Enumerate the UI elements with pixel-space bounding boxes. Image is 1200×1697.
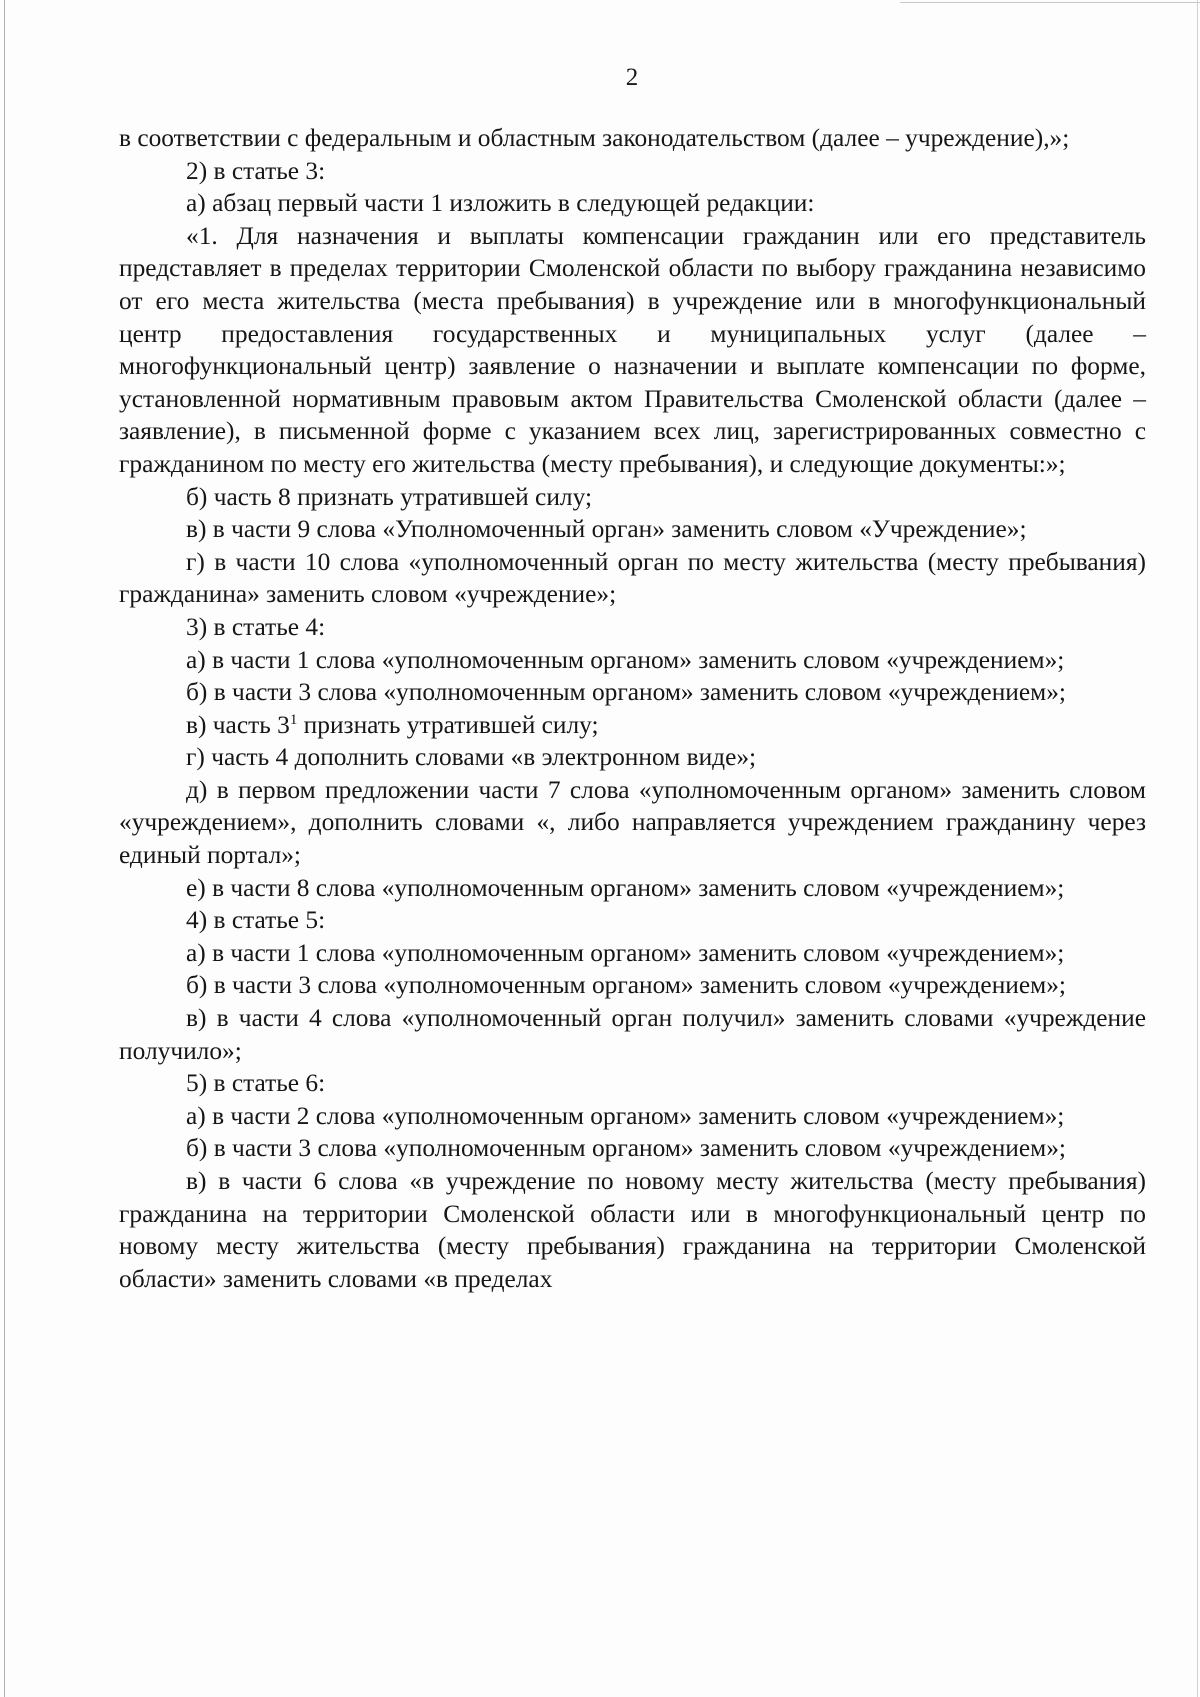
paragraph: в) в части 4 слова «уполномоченный орган получил» заменить словами «учреждение получило»; xyxy=(119,1004,1146,1065)
scan-edge-left xyxy=(4,0,5,1697)
paragraph: е) в части 8 слова «уполномоченным органом» заменить словом «учреждением»; xyxy=(186,873,1065,902)
paragraph: в) в части 9 слова «Уполномоченный орган» заменить словом «Учреждение»; xyxy=(186,515,1027,544)
superscript: 1 xyxy=(289,711,298,728)
paragraph: в соответствии с федеральным и областным законодательством (далее – учреждение),»; xyxy=(119,124,1070,152)
paragraph: 2) в статье 3: xyxy=(186,156,326,185)
scan-edge-right xyxy=(1197,0,1198,1697)
paragraph: 5) в статье 6: xyxy=(186,1069,326,1098)
scan-edge-top xyxy=(900,2,1200,3)
paragraph-text: признать утратившей силу; xyxy=(297,710,599,739)
page-number: 2 xyxy=(625,64,639,91)
paragraph: 4) в статье 5: xyxy=(186,906,326,935)
paragraph: б) в части 3 слова «уполномоченным органом» заменить словом «учреждением»; xyxy=(186,678,1066,707)
paragraph xyxy=(119,709,1146,742)
paragraph: а) в части 1 слова «уполномоченным органом» заменить словом «учреждением»; xyxy=(186,938,1065,967)
paragraph: д) в первом предложении части 7 слова «уполномоченным органом» заменить словом «учреждением», дополнить словами «, либо направляется учреждением гражданину через единый портал»; xyxy=(119,775,1146,870)
paragraph: «1. Для назначения и выплаты компенсации гражданин или его представитель представляет в пределах территории Смоленской области по выбору гражданина независимо от его места жительства (места пребывания) в учреждение или в многофункциональный центр предоставления государственных и муниципальных услуг (далее – многофункциональный центр) заявление о назначении и выплате компенсации по форме, установленной нормативным правовым актом Правительства Смоленской области (далее – заявление), в письменной форме с указанием всех лиц, зарегистрированных совместно с гражданином по месту его жительства (месту пребывания), и следующие документы:»; xyxy=(119,221,1146,478)
paragraph: г) часть 4 дополнить словами «в электронном виде»; xyxy=(186,743,757,772)
body-text xyxy=(119,122,1146,1295)
paragraph: а) абзац первый части 1 изложить в следующей редакции: xyxy=(186,189,815,218)
paragraph: б) в части 3 слова «уполномоченным органом» заменить словом «учреждением»; xyxy=(186,971,1066,1000)
paragraph-text: в) часть 3 xyxy=(186,710,290,739)
paragraph: б) часть 8 признать утратившей силу; xyxy=(186,482,593,511)
paragraph: 3) в статье 4: xyxy=(186,612,326,641)
paragraph: а) в части 2 слова «уполномоченным органом» заменить словом «учреждением»; xyxy=(186,1101,1065,1130)
paragraph: в) в части 6 слова «в учреждение по новому месту жительства (месту пребывания) гражданина на территории Смоленской области или в многофункциональный центр по новому месту жительства (месту пребывания) гражданина на территории Смоленской области» заменить словами «в пределах xyxy=(119,1167,1146,1293)
paragraph: а) в части 1 слова «уполномоченным органом» заменить словом «учреждением»; xyxy=(186,645,1065,674)
paragraph: г) в части 10 слова «уполномоченный орган по месту жительства (месту пребывания) гражданина» заменить словом «учреждение»; xyxy=(119,547,1146,609)
paragraph: б) в части 3 слова «уполномоченным органом» заменить словом «учреждением»; xyxy=(186,1134,1066,1163)
